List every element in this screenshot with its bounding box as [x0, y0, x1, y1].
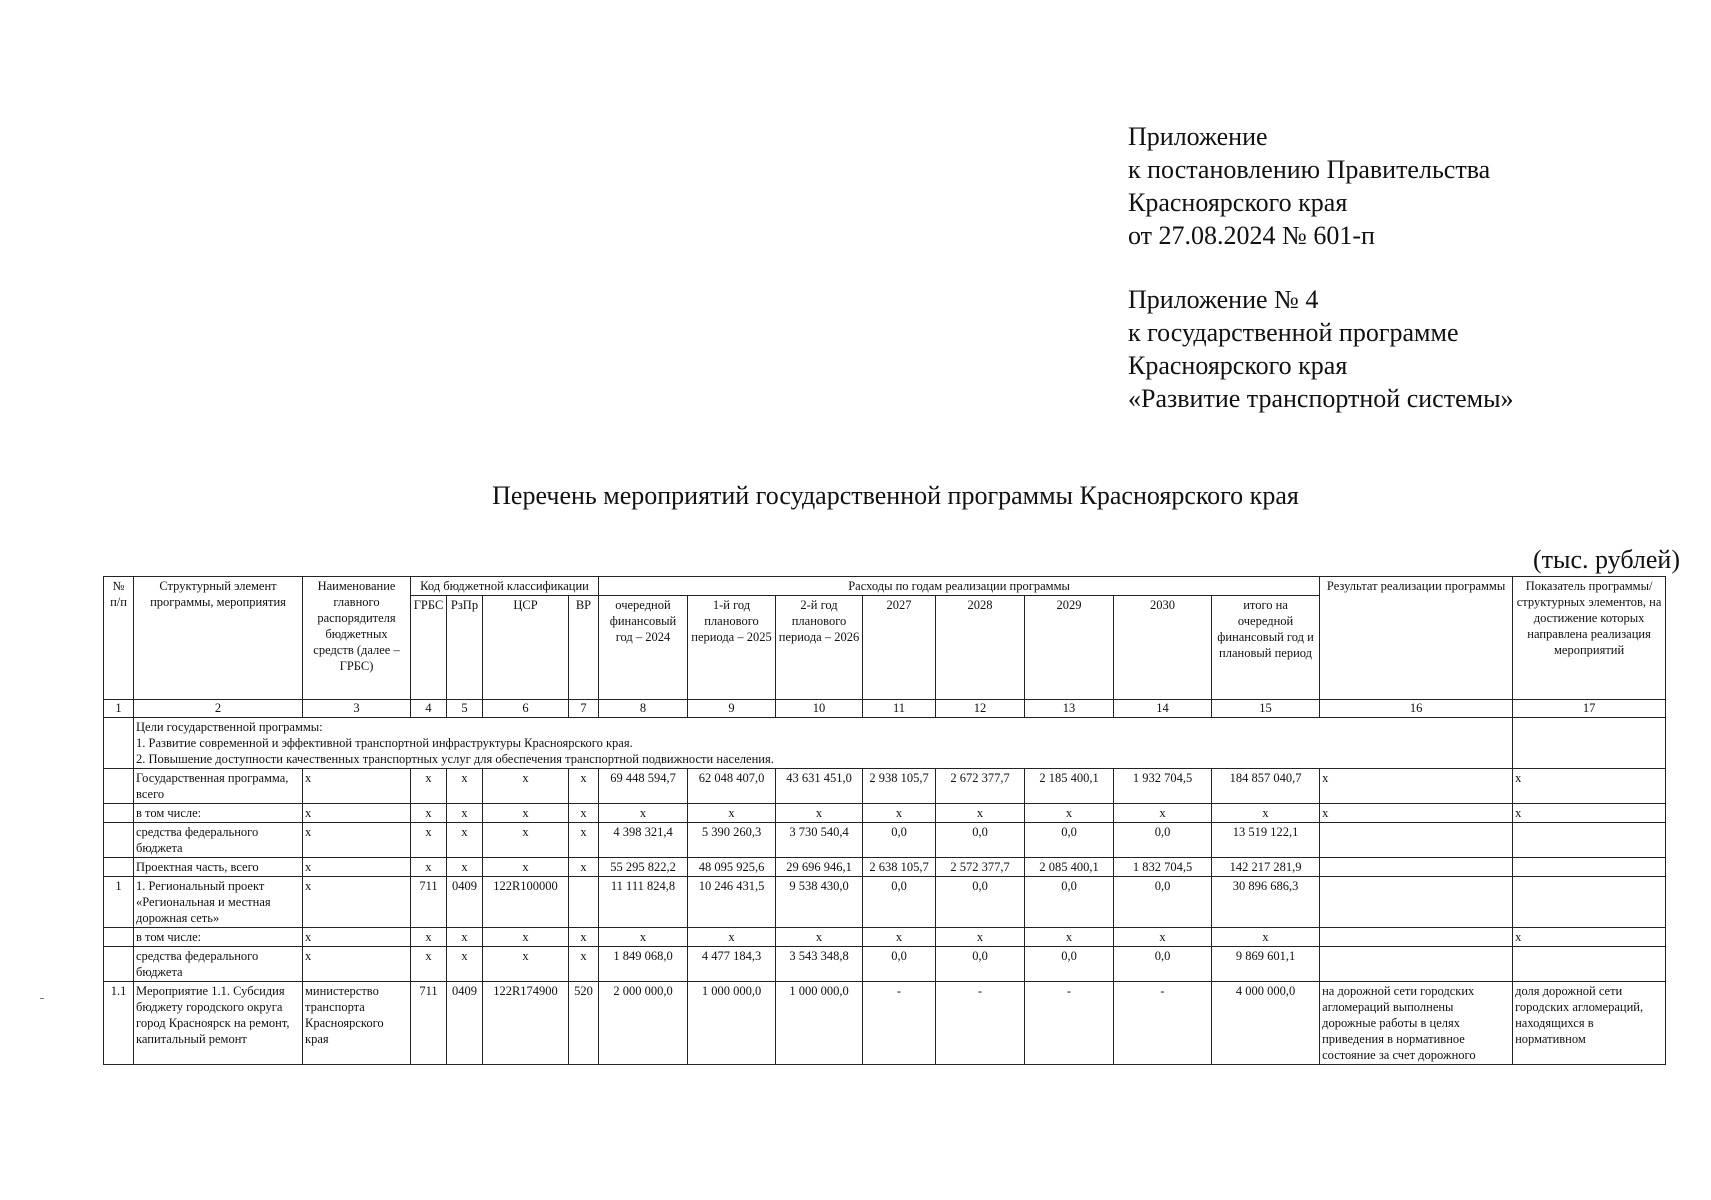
cell-2030: 0,0 [1114, 877, 1212, 928]
cell-num [104, 858, 134, 877]
cell-2027: 2 638 105,7 [863, 858, 936, 877]
cell-indicator [1513, 947, 1666, 982]
table-row [104, 982, 1666, 1065]
cell-2026: x [776, 928, 863, 947]
column-number: 12 [936, 700, 1025, 718]
column-number: 7 [569, 700, 599, 718]
cell-rzpr: x [447, 858, 483, 877]
cell-2029: - [1025, 982, 1114, 1065]
goal-item: 2. Повышение доступности качественных транспортных услуг для обеспечения транспортной подвижности населения. [136, 752, 774, 766]
cell-csr: 122R174900 [483, 982, 569, 1065]
measures-table [103, 576, 1666, 1065]
cell-2030: x [1114, 928, 1212, 947]
cell-2028: x [936, 804, 1025, 823]
column-number: 5 [447, 700, 483, 718]
cell-2028: 2 672 377,7 [936, 769, 1025, 804]
column-number: 11 [863, 700, 936, 718]
units-label: (тыс. рублей) [1532, 545, 1680, 574]
cell-2030: x [1114, 804, 1212, 823]
cell-2029: 0,0 [1025, 947, 1114, 982]
cell-element: в том числе: [134, 804, 303, 823]
appendix4-line: «Развитие транспортной системы» [1128, 384, 1514, 413]
header-element: Структурный элемент программы, мероприятия [134, 577, 303, 700]
column-number: 16 [1320, 700, 1513, 718]
header-2027: 2027 [863, 596, 936, 700]
cell-num [104, 928, 134, 947]
appendix4-line: к государственной программе [1128, 318, 1459, 347]
appendix-line: Приложение [1128, 122, 1268, 151]
header-vr: ВР [569, 596, 599, 700]
cell-2027: 2 938 105,7 [863, 769, 936, 804]
cell-2027: 0,0 [863, 877, 936, 928]
cell-grbs: x [411, 858, 447, 877]
cell-vr: x [569, 947, 599, 982]
cell-vr: x [569, 804, 599, 823]
cell-total: 4 000 000,0 [1212, 982, 1320, 1065]
cell-csr: x [483, 823, 569, 858]
scan-artifact [40, 998, 44, 999]
appendix4-line: Приложение № 4 [1128, 285, 1319, 314]
column-number-row [104, 700, 1666, 718]
appendix-line: Красноярского края [1128, 188, 1348, 217]
table-row [104, 928, 1666, 947]
cell-2030: 0,0 [1114, 947, 1212, 982]
column-number: 6 [483, 700, 569, 718]
column-number: 10 [776, 700, 863, 718]
table-row [104, 877, 1666, 928]
header-budget-code: Код бюджетной классификации [411, 577, 599, 596]
cell-2027: 0,0 [863, 823, 936, 858]
header-csr: ЦСР [483, 596, 569, 700]
goal-item: 1. Развитие современной и эффективной транспортной инфраструктуры Красноярского края. [136, 736, 633, 750]
header-grbs-name: Наименование главного распорядителя бюджетных средств (далее – ГРБС) [303, 577, 411, 700]
column-number: 13 [1025, 700, 1114, 718]
cell-2024: x [599, 804, 688, 823]
cell-vr: 520 [569, 982, 599, 1065]
cell-2024: 1 849 068,0 [599, 947, 688, 982]
column-number: 3 [303, 700, 411, 718]
column-number: 4 [411, 700, 447, 718]
cell-2030: - [1114, 982, 1212, 1065]
cell-2026: 1 000 000,0 [776, 982, 863, 1065]
cell-2025: 10 246 431,5 [688, 877, 776, 928]
header-total: итого на очередной финансовый год и плановый период [1212, 596, 1320, 700]
cell-indicator: x [1513, 804, 1666, 823]
cell-total: 9 869 601,1 [1212, 947, 1320, 982]
cell-2027: x [863, 804, 936, 823]
cell-2027: 0,0 [863, 947, 936, 982]
cell-element: Проектная часть, всего [134, 858, 303, 877]
goals-row [104, 718, 1666, 769]
column-number: 9 [688, 700, 776, 718]
goals-indicator-cell [1513, 718, 1666, 769]
cell-indicator [1513, 823, 1666, 858]
appendix-header [1128, 120, 1688, 415]
cell-vr: x [569, 823, 599, 858]
header-result: Результат реализации программы [1320, 577, 1513, 700]
cell-csr: x [483, 804, 569, 823]
cell-indicator: x [1513, 769, 1666, 804]
cell-rzpr: 0409 [447, 982, 483, 1065]
table-row [104, 858, 1666, 877]
cell-2030: 1 932 704,5 [1114, 769, 1212, 804]
cell-num [104, 823, 134, 858]
cell-2024: 69 448 594,7 [599, 769, 688, 804]
header-grbs: ГРБС [411, 596, 447, 700]
cell-indicator [1513, 858, 1666, 877]
cell-2030: 0,0 [1114, 823, 1212, 858]
cell-grbs: x [411, 928, 447, 947]
appendix4-block [1128, 283, 1688, 415]
cell-2025: 1 000 000,0 [688, 982, 776, 1065]
cell-2027: - [863, 982, 936, 1065]
cell-num: 1.1 [104, 982, 134, 1065]
cell-result [1320, 858, 1513, 877]
cell-result: x [1320, 804, 1513, 823]
cell-grbs: x [411, 804, 447, 823]
cell-grbs-name: x [303, 947, 411, 982]
cell-grbs-name: x [303, 804, 411, 823]
cell-total: 13 519 122,1 [1212, 823, 1320, 858]
cell-num [104, 804, 134, 823]
cell-2029: x [1025, 804, 1114, 823]
cell-2025: x [688, 928, 776, 947]
cell-result [1320, 947, 1513, 982]
cell-vr: x [569, 769, 599, 804]
cell-2025: 5 390 260,3 [688, 823, 776, 858]
cell-total: 184 857 040,7 [1212, 769, 1320, 804]
cell-2029: x [1025, 928, 1114, 947]
cell-vr: x [569, 928, 599, 947]
cell-2029: 0,0 [1025, 877, 1114, 928]
cell-num: 1 [104, 877, 134, 928]
cell-grbs: x [411, 769, 447, 804]
column-number: 8 [599, 700, 688, 718]
cell-rzpr: x [447, 804, 483, 823]
cell-element: Государственная программа, всего [134, 769, 303, 804]
cell-csr: x [483, 769, 569, 804]
cell-rzpr: x [447, 947, 483, 982]
appendix-line: от 27.08.2024 № 601-п [1128, 221, 1375, 250]
header-rzpr: РзПр [447, 596, 483, 700]
column-number: 14 [1114, 700, 1212, 718]
cell-grbs-name: x [303, 928, 411, 947]
goals-cell [134, 718, 1513, 769]
cell-2026: 3 730 540,4 [776, 823, 863, 858]
column-number: 2 [134, 700, 303, 718]
cell-2028: 0,0 [936, 877, 1025, 928]
cell-2024: 2 000 000,0 [599, 982, 688, 1065]
cell-grbs-name: x [303, 877, 411, 928]
appendix-line: к постановлению Правительства [1128, 155, 1491, 184]
cell-rzpr: 0409 [447, 877, 483, 928]
header-2030: 2030 [1114, 596, 1212, 700]
header-indicator: Показатель программы/ структурных элементов, на достижение которых направлена реализация мероприятий [1513, 577, 1666, 700]
cell-result [1320, 823, 1513, 858]
cell-2027: x [863, 928, 936, 947]
cell-total: 30 896 686,3 [1212, 877, 1320, 928]
cell-vr: x [569, 858, 599, 877]
appendix4-line: Красноярского края [1128, 351, 1348, 380]
table-row [104, 947, 1666, 982]
cell-indicator [1513, 877, 1666, 928]
cell-2028: 2 572 377,7 [936, 858, 1025, 877]
cell-2024: x [599, 928, 688, 947]
cell-2029: 0,0 [1025, 823, 1114, 858]
cell-2024: 55 295 822,2 [599, 858, 688, 877]
cell-csr: x [483, 858, 569, 877]
cell-element: Мероприятие 1.1. Субсидия бюджету городского округа город Красноярск на ремонт, капитальный ремонт [134, 982, 303, 1065]
cell-grbs: x [411, 947, 447, 982]
header-2024: очередной финансовый год – 2024 [599, 596, 688, 700]
cell-result: на дорожной сети городских агломераций выполнены дорожные работы в целях приведения в нормативное состояние за счет дорожного [1320, 982, 1513, 1065]
cell-num [104, 947, 134, 982]
table-row [104, 823, 1666, 858]
cell-grbs: x [411, 823, 447, 858]
cell-grbs-name: x [303, 823, 411, 858]
cell-num [104, 769, 134, 804]
cell-total: 142 217 281,9 [1212, 858, 1320, 877]
cell-2026: 3 543 348,8 [776, 947, 863, 982]
cell-element: средства федерального бюджета [134, 823, 303, 858]
cell-2026: 43 631 451,0 [776, 769, 863, 804]
header-2025: 1-й год планового периода – 2025 [688, 596, 776, 700]
cell-element: в том числе: [134, 928, 303, 947]
cell-2029: 2 085 400,1 [1025, 858, 1114, 877]
cell-grbs-name: x [303, 858, 411, 877]
cell-csr: x [483, 947, 569, 982]
cell-grbs: 711 [411, 982, 447, 1065]
cell-vr [569, 877, 599, 928]
cell-2024: 11 111 824,8 [599, 877, 688, 928]
cell-grbs-name: x [303, 769, 411, 804]
header-row-top [104, 577, 1666, 596]
cell-rzpr: x [447, 769, 483, 804]
cell-total: x [1212, 928, 1320, 947]
header-2029: 2029 [1025, 596, 1114, 700]
cell-result [1320, 877, 1513, 928]
cell-2026: x [776, 804, 863, 823]
table-row [104, 769, 1666, 804]
column-number: 17 [1513, 700, 1666, 718]
header-2028: 2028 [936, 596, 1025, 700]
header-2026: 2-й год планового периода – 2026 [776, 596, 863, 700]
goals-num-cell [104, 718, 134, 769]
cell-2030: 1 832 704,5 [1114, 858, 1212, 877]
header-num: № п/п [104, 577, 134, 700]
cell-2025: 48 095 925,6 [688, 858, 776, 877]
cell-2024: 4 398 321,4 [599, 823, 688, 858]
cell-csr: x [483, 928, 569, 947]
appendix-block [1128, 120, 1688, 252]
column-number: 1 [104, 700, 134, 718]
cell-element: 1. Региональный проект «Региональная и местная дорожная сеть» [134, 877, 303, 928]
document-title: Перечень мероприятий государственной программы Красноярского края [492, 481, 1299, 510]
cell-result [1320, 928, 1513, 947]
goals-heading: Цели государственной программы: [136, 720, 323, 734]
cell-2028: 0,0 [936, 823, 1025, 858]
cell-rzpr: x [447, 928, 483, 947]
cell-2028: - [936, 982, 1025, 1065]
cell-rzpr: x [447, 823, 483, 858]
data-rows [104, 769, 1666, 1065]
cell-2026: 9 538 430,0 [776, 877, 863, 928]
cell-2028: 0,0 [936, 947, 1025, 982]
header-expenses: Расходы по годам реализации программы [599, 577, 1320, 596]
cell-result: x [1320, 769, 1513, 804]
cell-grbs-name: министерство транспорта Красноярского края [303, 982, 411, 1065]
cell-2025: x [688, 804, 776, 823]
cell-csr: 122R100000 [483, 877, 569, 928]
cell-indicator: x [1513, 928, 1666, 947]
cell-2025: 62 048 407,0 [688, 769, 776, 804]
cell-2028: x [936, 928, 1025, 947]
cell-2029: 2 185 400,1 [1025, 769, 1114, 804]
table-row [104, 804, 1666, 823]
cell-total: x [1212, 804, 1320, 823]
column-number: 15 [1212, 700, 1320, 718]
cell-element: средства федерального бюджета [134, 947, 303, 982]
cell-indicator: доля дорожной сети городских агломераций, находящихся в нормативном [1513, 982, 1666, 1065]
cell-2026: 29 696 946,1 [776, 858, 863, 877]
cell-grbs: 711 [411, 877, 447, 928]
cell-2025: 4 477 184,3 [688, 947, 776, 982]
